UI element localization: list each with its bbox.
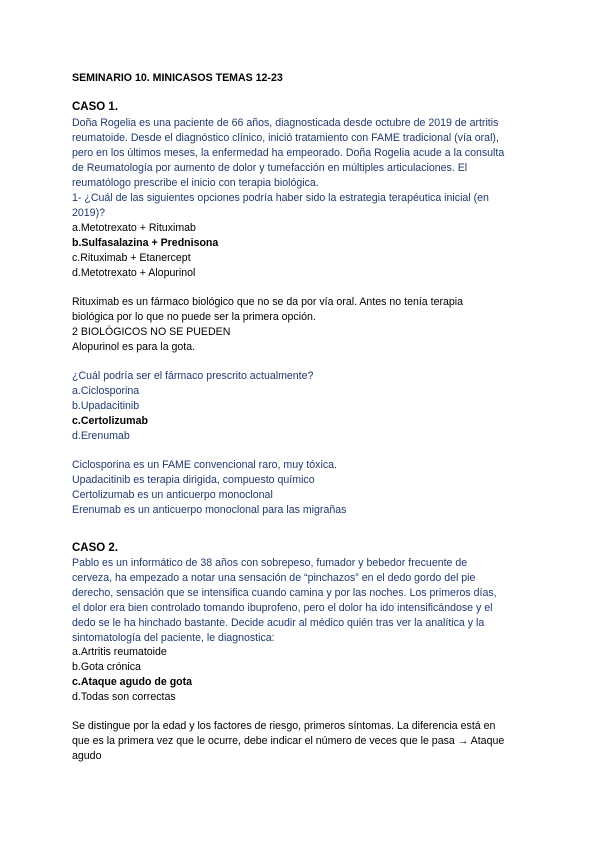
caso2-statement-line: derecho, sensación que se intensifica cuando camina y por las noches. Los primeros días, [72, 587, 497, 599]
caso2-note: que es la primera vez que le ocurre, debe indicar el número de veces que le pasa → Ataque [72, 735, 505, 747]
caso1-q1-note: Rituximab es un fármaco biológico que no se da por vía oral. Antes no tenía terapia [72, 296, 464, 308]
caso2-option-d: d.Todas son correctas [72, 691, 176, 703]
caso2-statement-line: el dolor era bien controlado tomando ibuprofeno, pero el dolor ha ido intensificándose y el [72, 602, 493, 614]
caso1-statement-line: reumatólogo prescribe el inicio con terapia biológica. [72, 177, 319, 189]
document-title: SEMINARIO 10. MINICASOS TEMAS 12-23 [72, 72, 283, 84]
caso1-q1-option-c: c.Rituximab + Etanercept [72, 252, 191, 264]
caso1-q2-option-c-correct: c.Certolizumab [72, 415, 148, 427]
caso1-q2-note: Certolizumab es un anticuerpo monoclonal [72, 489, 273, 501]
caso1-question1-line: 2019)? [72, 207, 105, 219]
caso2-option-b: b.Gota crónica [72, 661, 141, 673]
caso1-statement-line: de Reumatología por aumento de dolor y tumefacción en múltiples articulaciones. El [72, 162, 468, 174]
caso1-q2-note: Erenumab es un anticuerpo monoclonal para las migrañas [72, 504, 347, 516]
caso1-question1-line: 1- ¿Cuál de las siguientes opciones podría haber sido la estrategia terapéutica inicial (en [72, 192, 489, 204]
caso1-question2: ¿Cuál podría ser el fármaco prescrito actualmente? [72, 370, 314, 382]
caso1-heading: CASO 1. [72, 101, 119, 113]
caso1-q1-note: biológica por lo que no puede ser la primera opción. [72, 311, 316, 323]
caso2-note: Se distingue por la edad y los factores de riesgo, primeros síntomas. La diferencia está en [72, 720, 496, 732]
caso1-statement-line: pero en los últimos meses, la enfermedad ha empeorado. Doña Rogelia acude a la consulta [72, 147, 505, 159]
caso1-q2-note: Ciclosporina es un FAME convencional raro, muy tóxica. [72, 459, 337, 471]
caso1-q1-option-a: a.Metotrexato + Rituximab [72, 222, 196, 234]
caso1-q2-option-b: b.Upadacitinib [72, 400, 140, 412]
caso2-statement-line: cerveza, ha empezado a notar una sensación de “pinchazos” en el dedo gordo del pie [72, 572, 476, 584]
caso2-statement-line: sintomatología del paciente, le diagnostica: [72, 632, 275, 644]
caso1-q1-note: Alopurinol es para la gota. [72, 341, 196, 353]
caso2-statement-line: dedo se le ha hinchado bastante. Decide acudir al médico quién tras ver la analítica y la [72, 617, 485, 629]
caso2-option-a: a.Artritis reumatoide [72, 646, 167, 658]
caso2-option-c-correct: c.Ataque agudo de gota [72, 676, 193, 688]
caso1-q1-note: 2 BIOLÓGICOS NO SE PUEDEN [72, 326, 231, 338]
caso1-q2-option-a: a.Ciclosporina [72, 385, 140, 397]
caso1-q2-note: Upadacitinib es terapia dirigida, compuesto químico [72, 474, 315, 486]
caso1-q1-option-b-correct: b.Sulfasalazina + Prednisona [72, 237, 219, 249]
caso2-heading: CASO 2. [72, 542, 119, 554]
caso1-q1-option-d: d.Metotrexato + Alopurinol [72, 267, 196, 279]
caso2-statement-line: Pablo es un informático de 38 años con sobrepeso, fumador y bebedor frecuente de [72, 557, 468, 569]
caso2-note: agudo [72, 750, 102, 762]
caso1-statement-line: Doña Rogelia es una paciente de 66 años, diagnosticada desde octubre de 2019 de artritis [72, 117, 499, 129]
caso1-statement-line: reumatoide. Desde el diagnóstico clínico, inició tratamiento con FAME tradicional (vía oral), [72, 132, 499, 144]
caso1-q2-option-d: d.Erenumab [72, 430, 130, 442]
